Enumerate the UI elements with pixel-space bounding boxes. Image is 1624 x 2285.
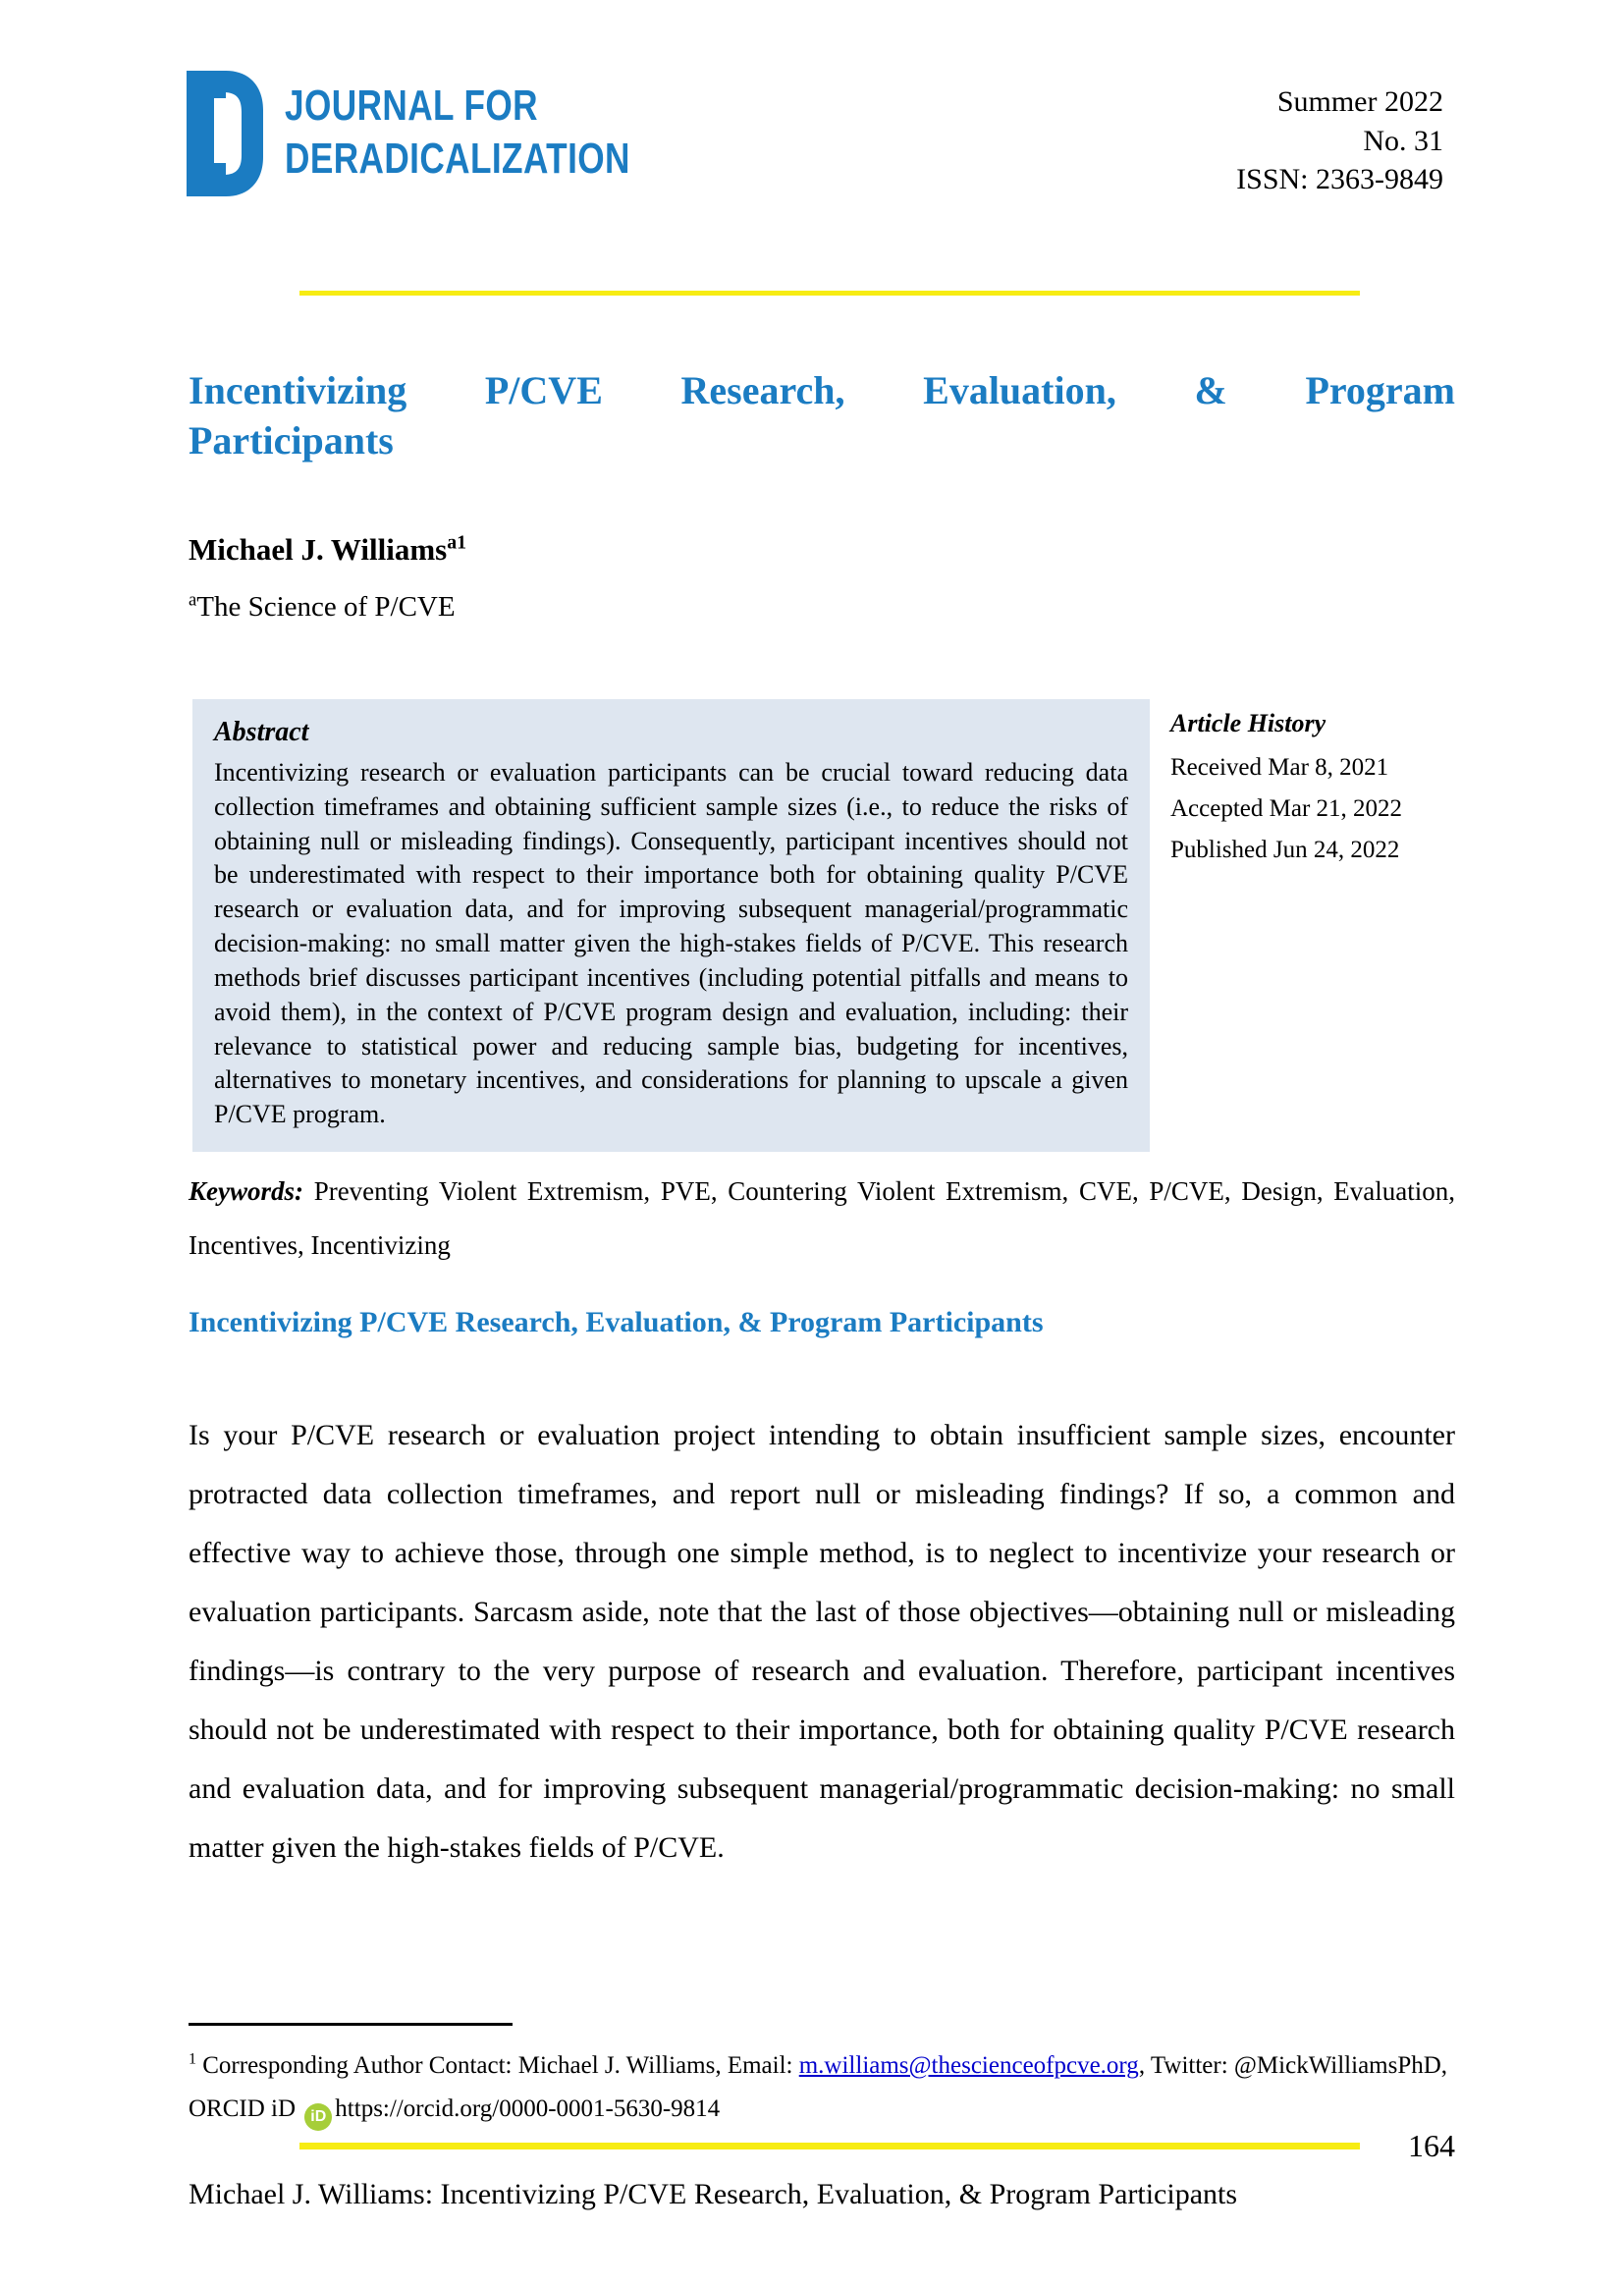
journal-d-monogram-icon [187,71,263,196]
footer-rule [299,2143,1360,2149]
footnote-orcid-url[interactable]: https://orcid.org/0000-0001-5630-9814 [335,2095,721,2122]
issue-number: No. 31 [1363,124,1443,157]
article-history [1170,709,1455,878]
page-title [189,365,1455,465]
orcid-id-icon: iD [304,2103,332,2131]
abstract-heading: Abstract [214,717,309,747]
footnote-email-link[interactable]: m.williams@thescienceofpcve.org [798,2052,1139,2079]
page-title-line-2: Participants [189,418,394,463]
logo-line-1: JOURNAL FOR [285,82,538,130]
affiliation-text: The Science of P/CVE [196,591,456,623]
footnote [189,2044,1455,2131]
section-heading: Incentivizing P/CVE Research, Evaluation, & Program Participants [189,1306,1044,1338]
affiliation-superscript: a [189,589,197,611]
logo-line-2: DERADICALIZATION [285,135,630,183]
issue-season-year: Summer 2022 [1276,85,1443,118]
article-history-published: Published Jun 24, 2022 [1170,837,1400,863]
journal-wordmark [285,71,717,181]
page-number: 164 [1408,2128,1455,2163]
abstract-text: Incentivizing research or evaluation participants can be crucial toward reducing data collection timeframes and obtaining sufficient sample sizes (i.e., to reduce the risks of obtaining null or misleading findings). Consequently, participant incentives should not be underestimated with respect to their importance both for obtaining quality P/CVE research or evaluation data, and for improving subsequent managerial/programmatic decision-making: no small matter given the high-stakes fields of P/CVE. This research methods brief discusses participant incentives (including potential pitfalls and means to avoid them), in the context of P/CVE program design and evaluation, including: their relevance to statistical power and reducing sample bias, budgeting for incentives, alternatives to monetary incentives, and considerations for planning to upscale a given P/CVE program. [214,758,1128,1129]
keywords-label: Keywords: [189,1176,303,1206]
author-affiliation [189,591,456,624]
abstract-box [192,699,1150,1152]
author-name-superscript: a1 [447,531,467,554]
running-footer: Michael J. Williams: Incentivizing P/CVE Research, Evaluation, & Program Participants [189,2178,1238,2210]
footnote-text-part-1: Corresponding Author Contact: Michael J. Williams, Email: [196,2052,799,2079]
issue-issn: ISSN: 2363-9849 [1236,163,1443,196]
body-paragraph: Is your P/CVE research or evaluation project intending to obtain insufficient sample sizes, encounter protracted data collection timeframes, and report null or misleading findings? If so, a common and effective way to achieve those, through one simple method, is to neglect to incentivize your research or evaluation participants. Sarcasm aside, note that the last of those objectives—obtaining null or misleading findings—is contrary to the very purpose of research and evaluation. Therefore, participant incentives should not be underestimated with respect to their importance, both for obtaining quality P/CVE research and evaluation data, and for improving subsequent managerial/programmatic decision-making: no small matter given the high-stakes fields of P/CVE. [189,1419,1455,1864]
page-title-line-1: Incentivizing P/CVE Research, Evaluation, & Program [189,368,1455,412]
header-rule [299,291,1360,296]
footnote-marker: 1 [189,2050,196,2068]
issue-info [1236,71,1443,199]
article-history-heading: Article History [1170,709,1326,737]
keywords-list: Preventing Violent Extremism, PVE, Countering Violent Extremism, CVE, P/CVE, Design, Evaluation, Incentives, Incentivizing [189,1176,1455,1261]
footnote-text-part-2: , Twitter: @MickWilliamsPhD, ORCID iD [189,2052,1448,2122]
journal-logo [187,71,717,196]
author-name-text: Michael J. Williams [189,532,448,567]
footnote-separator [189,2023,513,2026]
keywords [189,1165,1455,1274]
author-name [189,532,466,568]
article-history-accepted: Accepted Mar 21, 2022 [1170,795,1403,822]
article-history-received: Received Mar 8, 2021 [1170,754,1389,781]
masthead [187,71,1443,198]
